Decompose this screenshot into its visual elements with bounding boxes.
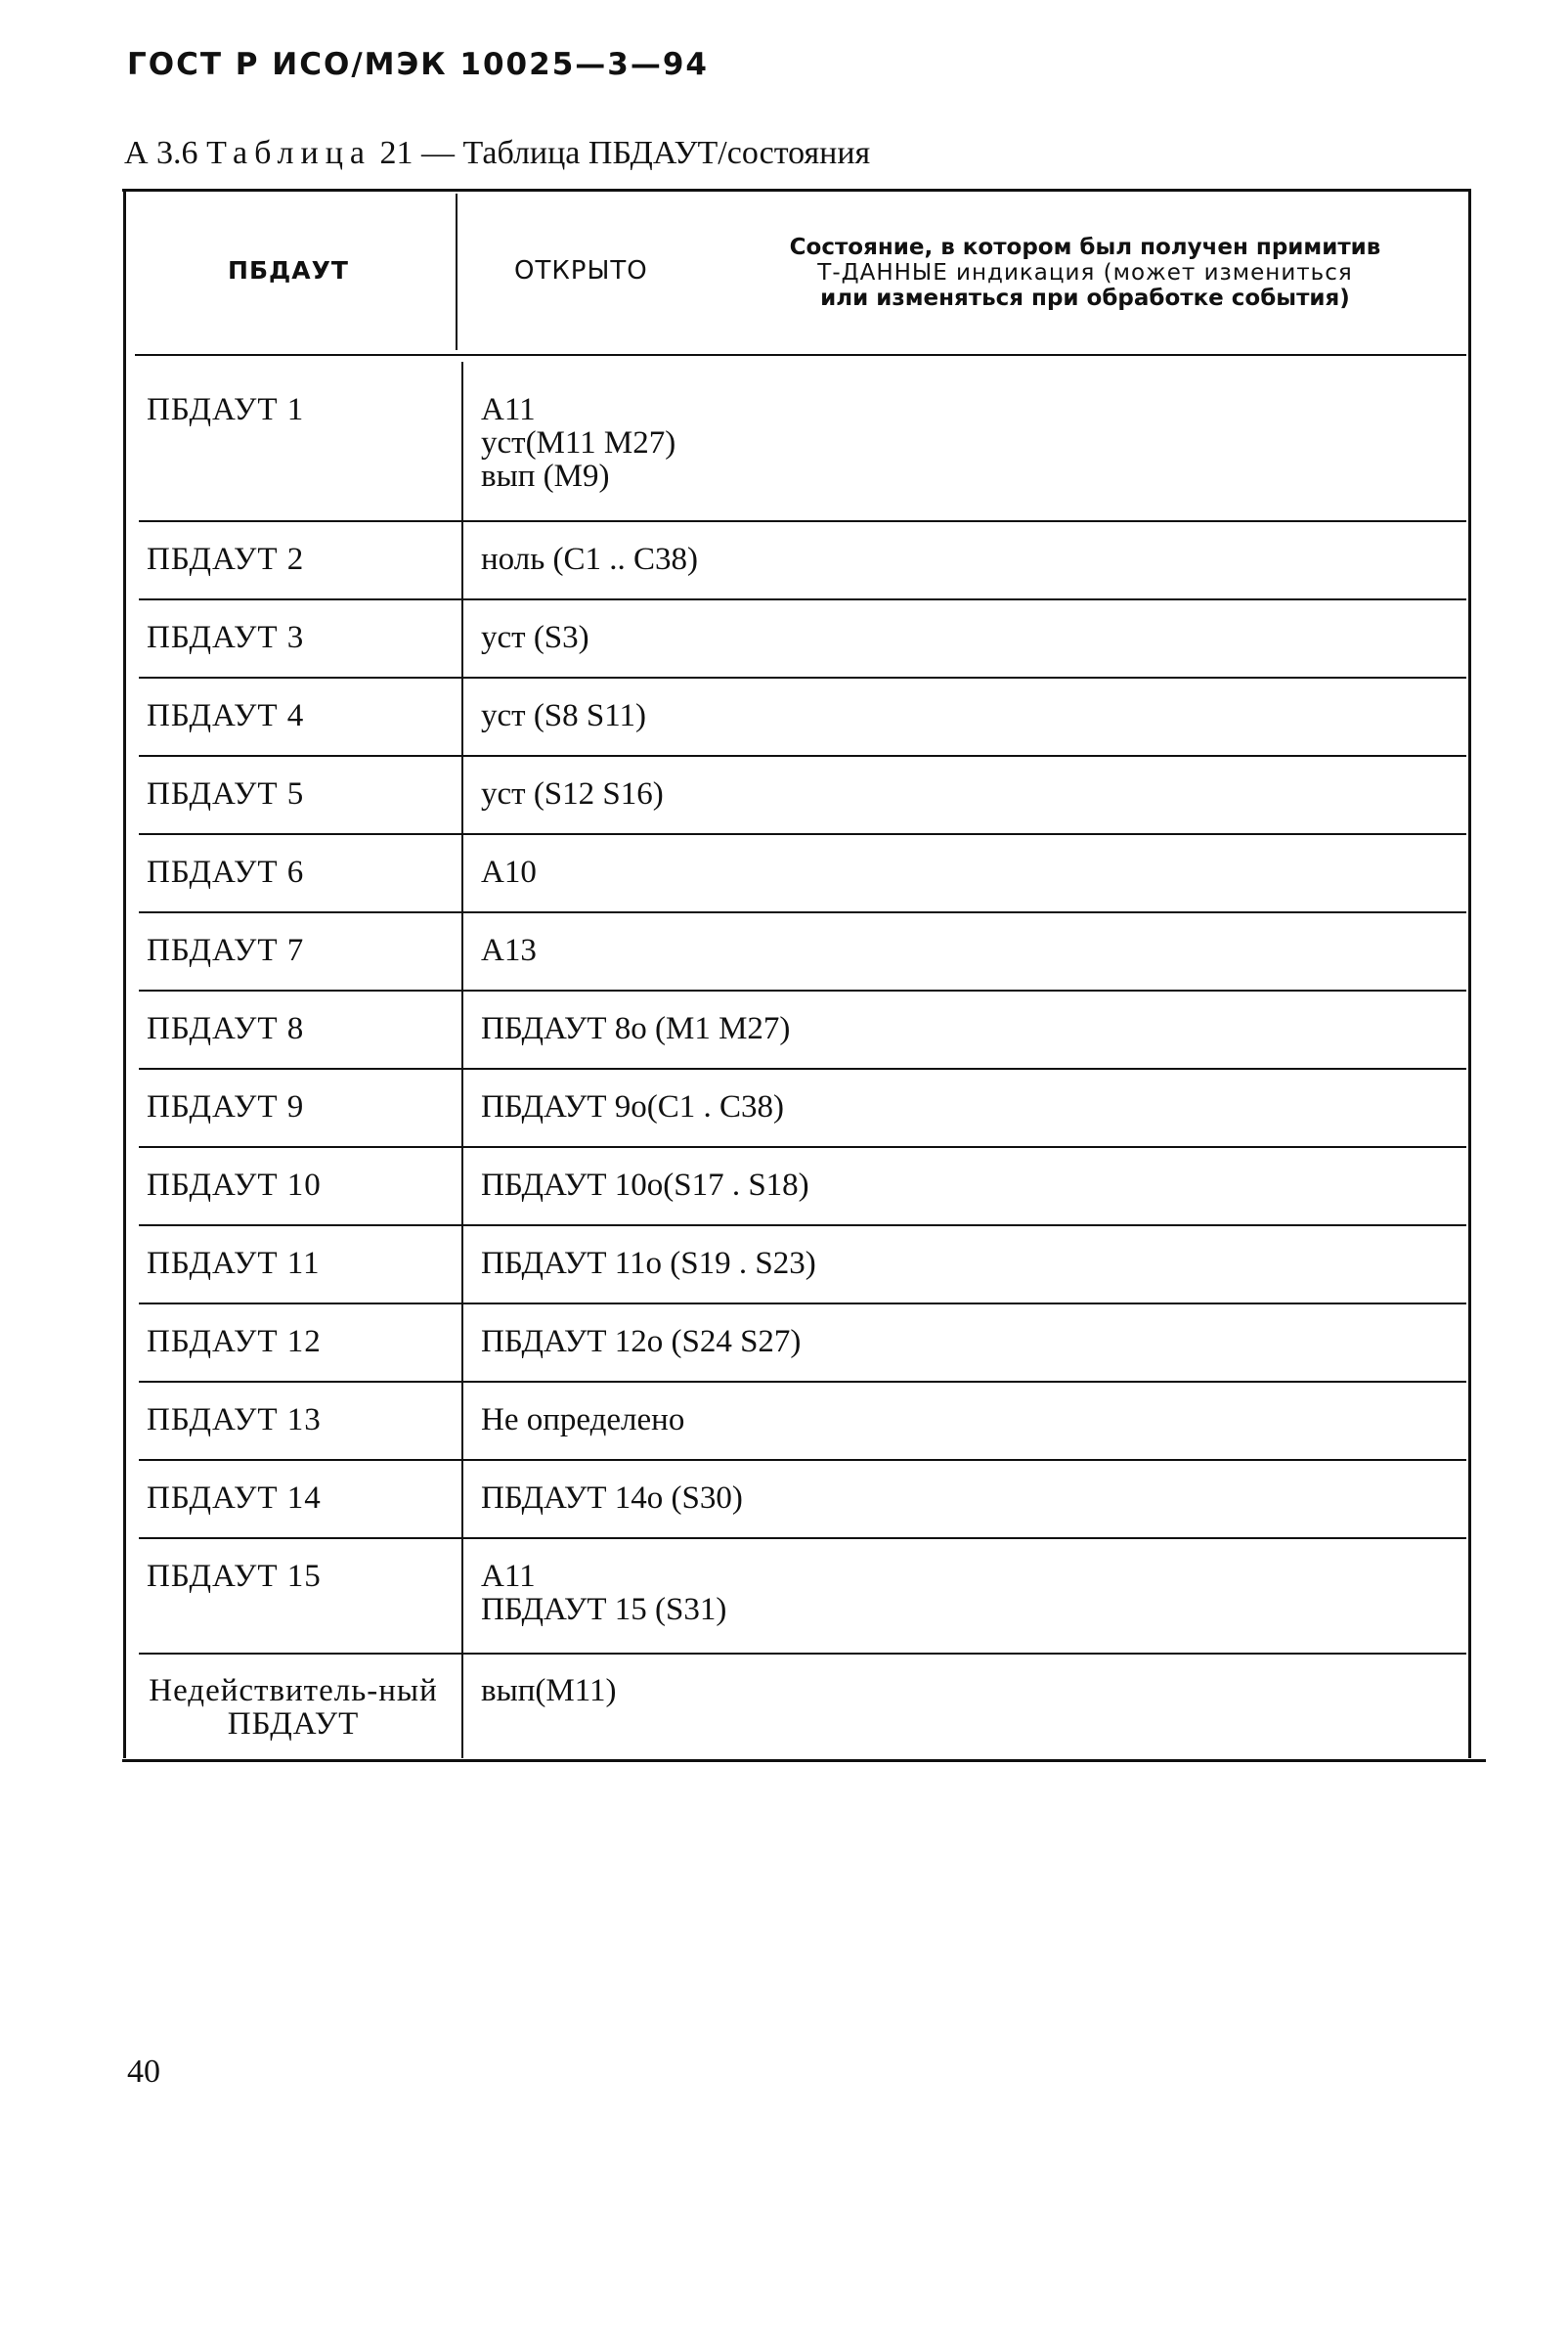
row-separator <box>139 598 1466 600</box>
row-separator <box>139 755 1466 757</box>
row-open-state <box>481 1169 1439 1202</box>
row-open-state-line: вып (М9) <box>481 459 610 494</box>
row-open-state <box>481 856 1439 889</box>
row-separator <box>139 1381 1466 1383</box>
row-pbdaut-name: ПБДАУТ 5 <box>147 776 305 812</box>
row-open-state <box>481 699 1439 732</box>
table-right-border <box>1468 190 1471 1758</box>
row-open-state-line: уст (S8 S11) <box>481 698 647 733</box>
row-open-state <box>481 1403 1439 1436</box>
row-open-state <box>481 543 1439 576</box>
row-open-state-line: А10 <box>481 855 537 890</box>
row-open-state-line: уст (S3) <box>481 620 589 655</box>
column-header-state <box>743 235 1427 311</box>
row-separator <box>139 1303 1466 1304</box>
column-header-state-line2: Т-ДАННЫЕ индикация (может измениться <box>817 260 1353 286</box>
row-pbdaut-name: ПБДАУТ 11 <box>147 1246 321 1281</box>
row-separator <box>139 1068 1466 1070</box>
row-pbdaut-name: ПБДАУТ 4 <box>147 698 305 733</box>
body-column-divider <box>461 362 463 1758</box>
row-open-state <box>481 621 1439 654</box>
row-open-state <box>481 393 1439 493</box>
row-open-state <box>481 1247 1439 1280</box>
caption-table-word: Таблица <box>206 135 371 171</box>
row-open-state-line: А13 <box>481 933 537 968</box>
caption-prefix: А 3.6 <box>124 135 198 171</box>
header-bottom-rule <box>135 354 1466 356</box>
row-open-state-line: А11 <box>481 392 536 427</box>
row-pbdaut-name: ПБДАУТ 8 <box>147 1011 305 1046</box>
row-open-state-line: ПБДАУТ 14о (S30) <box>481 1480 743 1516</box>
row-separator <box>139 990 1466 992</box>
row-pbdaut-name: ПБДАУТ 6 <box>147 855 305 890</box>
row-pbdaut-name: ПБДАУТ 10 <box>147 1168 322 1203</box>
row-open-state-line: ПБДАУТ 15 (S31) <box>481 1592 727 1627</box>
row-separator <box>139 1653 1466 1655</box>
row-separator <box>139 1146 1466 1148</box>
header-column-divider <box>456 194 457 350</box>
row-open-state-line: ПБДАУТ 8о (М1 М27) <box>481 1011 791 1046</box>
row-pbdaut-name: ПБДАУТ 2 <box>147 542 305 577</box>
row-pbdaut-name: Недействитель-ный ПБДАУТ <box>149 1673 438 1742</box>
column-header-open: ОТКРЫТО <box>514 256 648 286</box>
row-separator <box>139 1459 1466 1461</box>
row-open-state-line: вып(М11) <box>481 1673 617 1708</box>
row-pbdaut-name: ПБДАУТ 1 <box>147 392 305 427</box>
row-pbdaut-name: ПБДАУТ 15 <box>147 1559 322 1594</box>
row-open-state <box>481 1674 1439 1707</box>
row-open-state <box>481 1090 1439 1124</box>
row-open-state-line: ноль (С1 .. С38) <box>481 542 698 577</box>
row-pbdaut-name: ПБДАУТ 13 <box>147 1402 322 1437</box>
row-open-state-line: уст(М11 М27) <box>481 425 676 461</box>
row-open-state <box>481 1481 1439 1515</box>
row-open-state-line: А11 <box>481 1559 536 1594</box>
row-separator <box>139 677 1466 679</box>
row-open-state-line: ПБДАУТ 11о (S19 . S23) <box>481 1246 816 1281</box>
caption-title: 21 — Таблица ПБДАУТ/состояния <box>379 135 871 171</box>
row-open-state <box>481 1012 1439 1045</box>
row-pbdaut-name: ПБДАУТ 14 <box>147 1480 322 1516</box>
row-separator <box>139 520 1466 522</box>
row-open-state <box>481 777 1439 811</box>
row-open-state-line: ПБДАУТ 10о(S17 . S18) <box>481 1168 809 1203</box>
row-separator <box>139 1224 1466 1226</box>
table-top-rule <box>122 189 1471 192</box>
document-header: ГОСТ Р ИСО/МЭК 10025—3—94 <box>127 47 709 82</box>
row-open-state-line: уст (S12 S16) <box>481 776 664 812</box>
column-header-state-line1: Состояние, в котором был получен примитив <box>789 235 1381 260</box>
table-left-border <box>123 190 126 1758</box>
row-separator <box>139 833 1466 835</box>
row-pbdaut-name: ПБДАУТ 7 <box>147 933 305 968</box>
row-open-state-line: Не определено <box>481 1402 685 1437</box>
row-open-state <box>481 934 1439 967</box>
row-open-state <box>481 1560 1439 1626</box>
row-pbdaut-name: ПБДАУТ 3 <box>147 620 305 655</box>
column-header-pbdaut: ПБДАУТ <box>228 256 349 285</box>
row-separator <box>139 911 1466 913</box>
row-pbdaut-name: ПБДАУТ 12 <box>147 1324 322 1359</box>
table-caption <box>124 135 870 172</box>
row-pbdaut-name: ПБДАУТ 9 <box>147 1089 305 1125</box>
table-bottom-rule <box>122 1759 1486 1762</box>
row-separator <box>139 1537 1466 1539</box>
row-open-state-line: ПБДАУТ 9о(С1 . С38) <box>481 1089 784 1125</box>
row-open-state <box>481 1325 1439 1358</box>
row-open-state-line: ПБДАУТ 12о (S24 S27) <box>481 1324 802 1359</box>
page-number: 40 <box>127 2054 160 2090</box>
column-header-state-line3: или изменяться при обработке события) <box>820 286 1350 311</box>
